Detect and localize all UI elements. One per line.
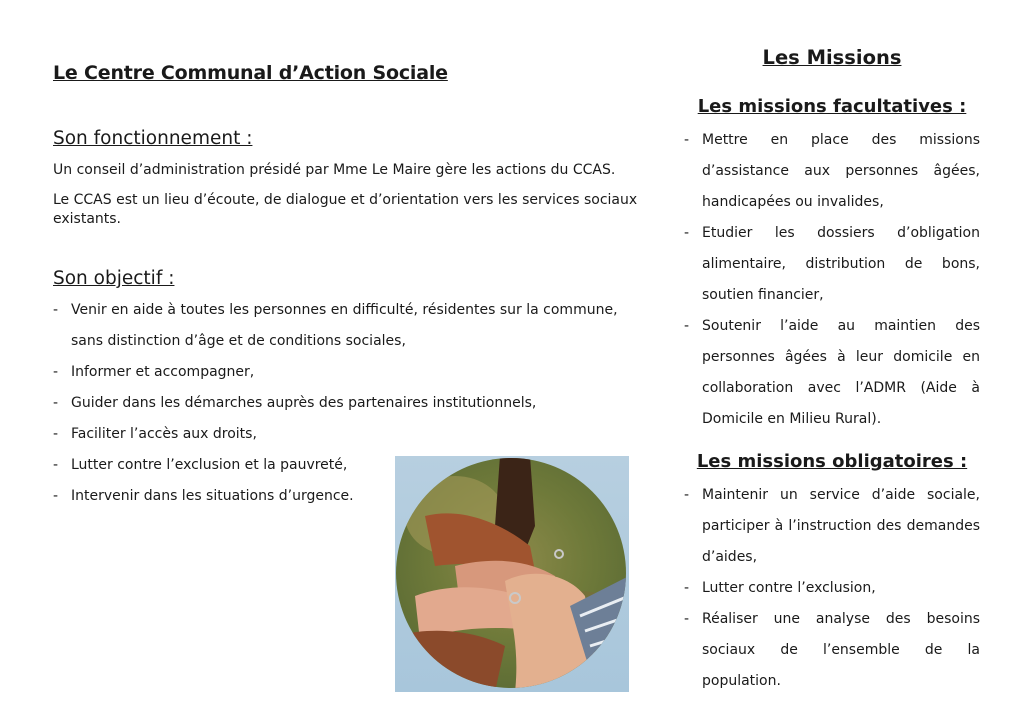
- obligatoires-heading: Les missions obligatoires :: [696, 451, 968, 472]
- facultatives-heading: Les missions facultatives :: [697, 96, 967, 117]
- objectif-heading: Son objectif :: [53, 268, 175, 289]
- obligatoires-list: [684, 480, 980, 697]
- fonctionnement-paragraph-1: Un conseil d’administration présidé par Mme Le Maire gère les actions du CCAS.: [53, 162, 616, 178]
- page-title: Le Centre Communal d’Action Sociale: [53, 62, 448, 84]
- list-item: - Informer et accompagner,: [53, 364, 255, 380]
- left-column: [53, 62, 638, 512]
- list-item: - Mettre en place des missions d’assistance aux personnes âgées, handicapées ou invalides,: [684, 132, 980, 210]
- missions-title: Les Missions: [762, 46, 902, 69]
- fonctionnement-paragraph-2: Le CCAS est un lieu d’écoute, de dialogue et d’orientation vers les services sociaux existants.: [53, 192, 638, 227]
- list-item: - Soutenir l’aide au maintien des personnes âgées à leur domicile en collaboration avec l’ADMR (Aide à Domicile en Milieu Rural).: [684, 318, 980, 427]
- list-item: - Réaliser une analyse des besoins sociaux de l’ensemble de la population.: [684, 611, 980, 689]
- list-item: - Intervenir dans les situations d’urgence.: [53, 488, 354, 504]
- right-column: [684, 46, 980, 697]
- facultatives-list: [684, 125, 980, 435]
- list-item: - Lutter contre l’exclusion et la pauvreté,: [53, 457, 348, 473]
- list-item: - Maintenir un service d’aide sociale, participer à l’instruction des demandes d’aides,: [684, 487, 980, 565]
- list-item: - Faciliter l’accès aux droits,: [53, 426, 257, 442]
- list-item: - Venir en aide à toutes les personnes en difficulté, résidentes sur la commune, sans distinction d’âge et de conditions sociales,: [53, 302, 618, 349]
- fonctionnement-heading: Son fonctionnement :: [53, 128, 253, 149]
- list-item: - Guider dans les démarches auprès des partenaires institutionnels,: [53, 395, 537, 411]
- list-item: - Lutter contre l’exclusion,: [684, 580, 876, 596]
- joined-hands-photo: [395, 456, 629, 692]
- list-item: - Etudier les dossiers d’obligation alimentaire, distribution de bons, soutien financier,: [684, 225, 980, 303]
